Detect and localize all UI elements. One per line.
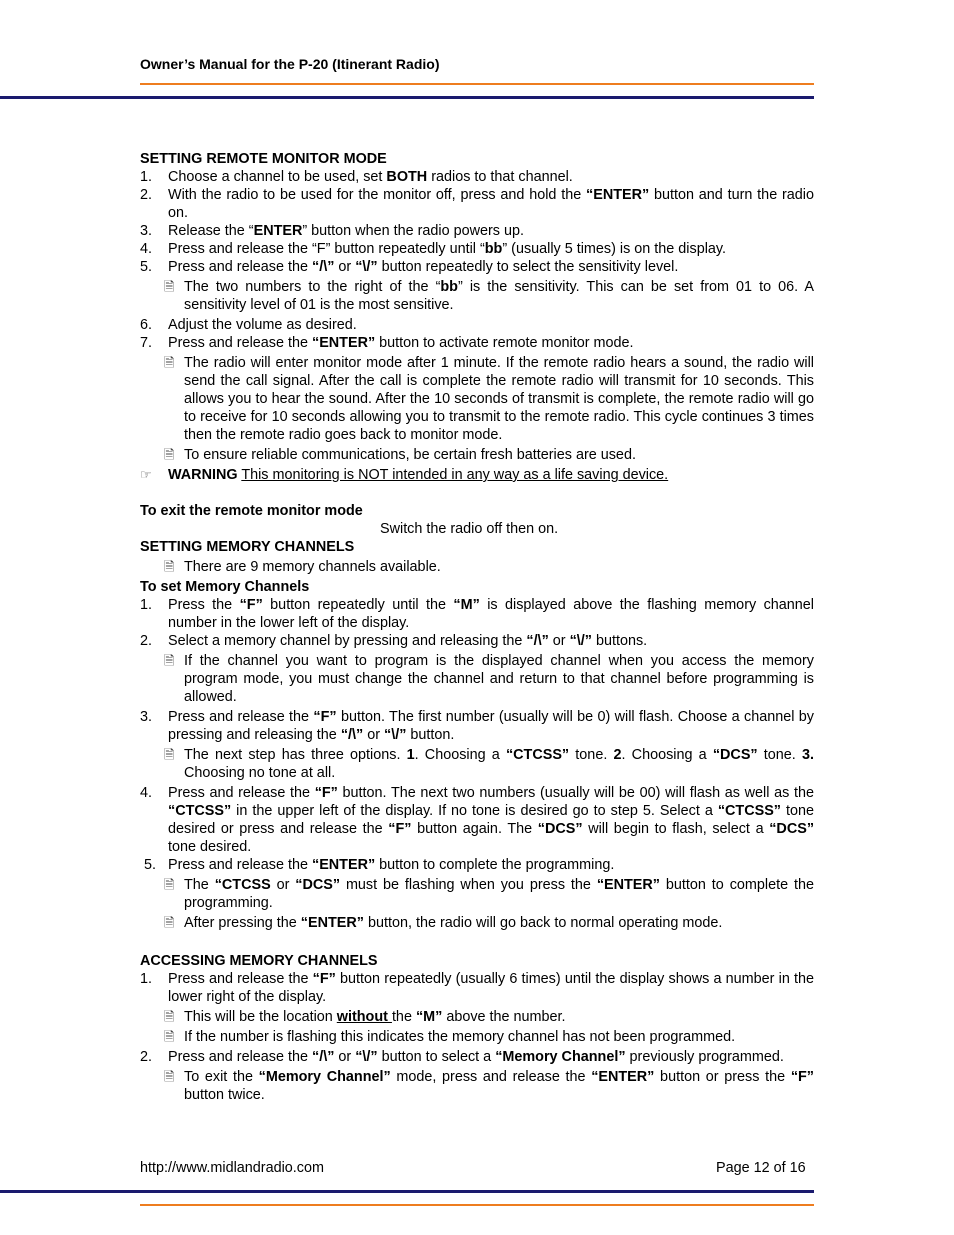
page-icon: 🗎	[164, 1009, 175, 1024]
note-item	[140, 746, 814, 782]
item-number: 2.	[140, 1049, 153, 1065]
warning-label: WARNING	[168, 467, 238, 483]
item-text: Press and release the	[168, 971, 313, 987]
note-item	[140, 1068, 814, 1104]
header-rule-orange	[140, 83, 814, 85]
item-bold: “/\”	[312, 259, 335, 275]
item-bold: “/\”	[340, 727, 364, 743]
item-number: 2.	[140, 187, 153, 203]
note-text: If the channel you want to program is the displayed channel when you access the memory program mode, you must change the channel and return to that channel before programming is allowed.	[184, 653, 814, 705]
page-icon: 🗎	[164, 915, 175, 930]
item-text: Press and release the	[168, 709, 314, 725]
item-number: 7.	[140, 335, 153, 351]
item-text: button.	[406, 727, 455, 743]
item-bold: “M”	[453, 597, 480, 613]
note-text: must be flashing when you press the	[340, 877, 597, 893]
item-bold: “Memory Channel”	[495, 1049, 626, 1065]
list-item	[140, 1048, 814, 1066]
item-text: Press and release the	[168, 259, 312, 275]
list-item	[140, 708, 814, 744]
list-item	[140, 222, 814, 240]
page-icon: 🗎	[164, 447, 175, 462]
note-bold: “DCS”	[712, 747, 758, 763]
item-text: tone desired or press and release the	[168, 803, 815, 837]
item-bold: “ENTER”	[312, 335, 376, 351]
list-item	[140, 784, 814, 856]
item-text: or	[363, 727, 384, 743]
list-item	[140, 240, 814, 258]
item-text: button to activate remote monitor mode.	[375, 335, 634, 351]
item-text: Adjust the volume as desired.	[168, 317, 357, 333]
note-item	[140, 446, 814, 464]
item-bold: “F”	[312, 971, 336, 987]
item-bold: “\/”	[355, 1049, 378, 1065]
item-text: button to select a	[377, 1049, 496, 1065]
item-text: button and turn the radio on.	[168, 187, 814, 221]
list-item	[140, 168, 814, 186]
note-text: or	[270, 877, 296, 893]
subsection-heading: To set Memory Channels	[140, 579, 310, 595]
note-bold: without	[336, 1009, 392, 1025]
note-item	[140, 278, 814, 314]
exit-heading: To exit the remote monitor mode	[140, 503, 363, 519]
note-text: To exit the	[184, 1069, 259, 1085]
item-bold: bb	[484, 241, 503, 257]
footer-rule-blue	[0, 1190, 814, 1193]
item-text: or	[548, 633, 570, 649]
item-text: Select a memory channel by pressing and releasing the	[168, 633, 527, 649]
list-item	[140, 970, 814, 1006]
item-bold: “F”	[239, 597, 263, 613]
item-text: or	[334, 1049, 356, 1065]
warning-text: This monitoring is NOT intended in any way as a life saving device.	[241, 467, 669, 483]
page-icon: 🗎	[164, 1069, 175, 1084]
item-text: button. The first number (usually will be 0) will flash. Choose a channel by pressing and releasing the	[168, 709, 814, 743]
item-text: ” button when the radio powers up.	[302, 223, 524, 239]
page-body	[140, 150, 814, 1106]
note-bold: “ENTER”	[300, 915, 364, 931]
list-item	[140, 186, 814, 222]
item-text: Press and release the “F” button repeatedly until “	[168, 241, 485, 257]
item-text: button again. The	[411, 821, 538, 837]
note-text: above the number.	[442, 1009, 566, 1025]
item-text: Press and release the	[168, 785, 315, 801]
warning-line	[140, 466, 814, 484]
list-item	[140, 334, 814, 352]
note-text: the	[391, 1009, 416, 1025]
footer-page-number: Page 12 of 16	[716, 1160, 806, 1176]
note-text: The	[184, 877, 215, 893]
item-bold: “F”	[313, 709, 337, 725]
page-icon: 🗎	[164, 355, 175, 370]
section-heading: SETTING MEMORY CHANNELS	[140, 539, 355, 555]
item-text: in the upper left of the display. If no tone is desired go to step 5. Select a	[231, 803, 718, 819]
item-text: buttons.	[591, 633, 648, 649]
section-heading: ACCESSING MEMORY CHANNELS	[140, 953, 378, 969]
note-bold: 3.	[801, 747, 814, 763]
header-title: Owner’s Manual for the P-20 (Itinerant Radio)	[140, 56, 440, 72]
footer-url[interactable]: http://www.midlandradio.com	[140, 1160, 324, 1176]
page-icon: 🗎	[164, 1029, 175, 1044]
note-text: ” is the sensitivity. This can be set from 01 to 06. A sensitivity level of 01 is the most sensitive.	[184, 279, 815, 313]
item-text: tone desired.	[168, 839, 252, 855]
item-text: button repeatedly (usually 6 times) until the display shows a number in the lower right of the display.	[168, 971, 814, 1005]
note-text: tone.	[757, 747, 802, 763]
item-number: 6.	[140, 317, 153, 333]
page-icon: 🗎	[164, 747, 175, 762]
note-text: Choosing no tone at all.	[184, 765, 336, 781]
item-text: button to complete the programming.	[375, 857, 615, 873]
note-bold: “CTCSS	[214, 877, 271, 893]
exit-text: Switch the radio off then on.	[380, 521, 559, 537]
item-number: 3.	[140, 223, 153, 239]
header-rule	[0, 96, 814, 99]
item-text: Press and release the	[168, 857, 312, 873]
item-number: 2.	[140, 633, 153, 649]
note-item	[140, 914, 814, 932]
item-bold: “F”	[314, 785, 338, 801]
item-bold: “\/”	[355, 259, 378, 275]
note-item	[140, 1008, 814, 1026]
list-item	[140, 856, 814, 874]
item-text: Choose a channel to be used, set	[168, 169, 387, 185]
note-text: button twice.	[184, 1087, 265, 1103]
item-bold: “CTCSS”	[717, 803, 781, 819]
note-text: button to complete the programming.	[184, 877, 815, 911]
item-number: 1.	[140, 971, 153, 987]
item-bold: ENTER	[253, 223, 303, 239]
note-bold: “M”	[415, 1009, 443, 1025]
item-text: Press and release the	[168, 1049, 312, 1065]
page-icon: 🗎	[164, 877, 175, 892]
list-item	[140, 258, 814, 276]
item-text: Release the “	[168, 223, 254, 239]
note-bold: “F”	[790, 1069, 814, 1085]
note-text: button or press the	[654, 1069, 791, 1085]
footer-rule-orange	[140, 1204, 814, 1206]
item-bold: “/\”	[526, 633, 549, 649]
item-text: Press the	[168, 597, 240, 613]
item-number: 4.	[140, 241, 153, 257]
page-icon: 🗎	[164, 279, 175, 294]
item-text: ” (usually 5 times) is on the display.	[502, 241, 727, 257]
list-item	[140, 596, 814, 632]
item-text: button. The next two numbers (usually will be 00) will flash as well as the	[337, 785, 814, 801]
item-text: previously programmed.	[625, 1049, 784, 1065]
note-bold: 2	[613, 747, 622, 763]
item-text: button repeatedly until the	[262, 597, 454, 613]
note-bold: “ENTER”	[591, 1069, 655, 1085]
item-bold: “DCS”	[769, 821, 815, 837]
item-bold: “F”	[388, 821, 412, 837]
item-bold: “DCS”	[537, 821, 583, 837]
note-item	[140, 558, 814, 576]
list-item	[140, 632, 814, 650]
note-item	[140, 354, 814, 444]
note-text: mode, press and release the	[390, 1069, 592, 1085]
note-item	[140, 876, 814, 912]
note-bold: 1	[406, 747, 415, 763]
item-text: radios to that channel.	[427, 169, 573, 185]
hand-pointer-icon: ☞	[140, 467, 152, 482]
list-item	[140, 316, 814, 334]
note-text: tone.	[569, 747, 614, 763]
item-number: 3.	[140, 709, 153, 725]
item-text: or	[334, 259, 356, 275]
item-text: will begin to flash, select a	[582, 821, 770, 837]
item-text: button repeatedly to select the sensitivity level.	[377, 259, 679, 275]
note-text: . Choosing a	[621, 747, 713, 763]
page-icon: 🗎	[164, 559, 175, 574]
item-bold: “\/”	[384, 727, 407, 743]
note-text: If the number is flashing this indicates the memory channel has not been programmed.	[184, 1029, 736, 1045]
item-bold: “ENTER”	[312, 857, 376, 873]
note-item	[140, 652, 814, 706]
note-text: This will be the location	[184, 1009, 337, 1025]
section-heading: SETTING REMOTE MONITOR MODE	[140, 151, 387, 167]
note-text: The next step has three options.	[184, 747, 407, 763]
note-bold: bb	[440, 279, 458, 295]
item-bold: BOTH	[386, 169, 428, 185]
note-item	[140, 1028, 814, 1046]
note-text: button, the radio will go back to normal operating mode.	[363, 915, 723, 931]
note-text: The two numbers to the right of the “	[184, 279, 441, 295]
item-text: With the radio to be used for the monitor off, press and hold the	[168, 187, 587, 203]
note-bold: “DCS”	[295, 877, 341, 893]
item-text: is displayed above the flashing memory channel number in the lower left of the display.	[168, 597, 814, 631]
item-bold: “\/”	[569, 633, 592, 649]
note-bold: “ENTER”	[596, 877, 660, 893]
note-text: The radio will enter monitor mode after 1 minute. If the remote radio hears a sound, the radio will send the call signal. After the call is complete the remote radio will transmit for 10 seconds. This allows you to hear the sound. After the 10 seconds of transmit is complete, the remote radio will go to receive for 10 seconds allowing you to transmit to the remote radio. This cycle continues 3 times then the remote radio goes back to monitor mode.	[184, 355, 814, 443]
note-text: After pressing the	[184, 915, 301, 931]
page-icon: 🗎	[164, 653, 175, 668]
item-text: Press and release the	[168, 335, 312, 351]
note-bold: “Memory Channel”	[258, 1069, 391, 1085]
note-bold: “CTCSS”	[505, 747, 570, 763]
item-number: 5.	[140, 259, 153, 275]
item-bold: “CTCSS”	[168, 803, 232, 819]
item-bold: “ENTER”	[586, 187, 650, 203]
note-text: . Choosing a	[414, 747, 506, 763]
item-number: 1.	[140, 597, 153, 613]
item-number: 4.	[140, 785, 153, 801]
item-number: 1.	[140, 169, 153, 185]
note-text: To ensure reliable communications, be certain fresh batteries are used.	[184, 447, 636, 463]
item-number: 5.	[144, 857, 157, 873]
note-text: There are 9 memory channels available.	[184, 559, 441, 575]
item-bold: “/\”	[312, 1049, 335, 1065]
